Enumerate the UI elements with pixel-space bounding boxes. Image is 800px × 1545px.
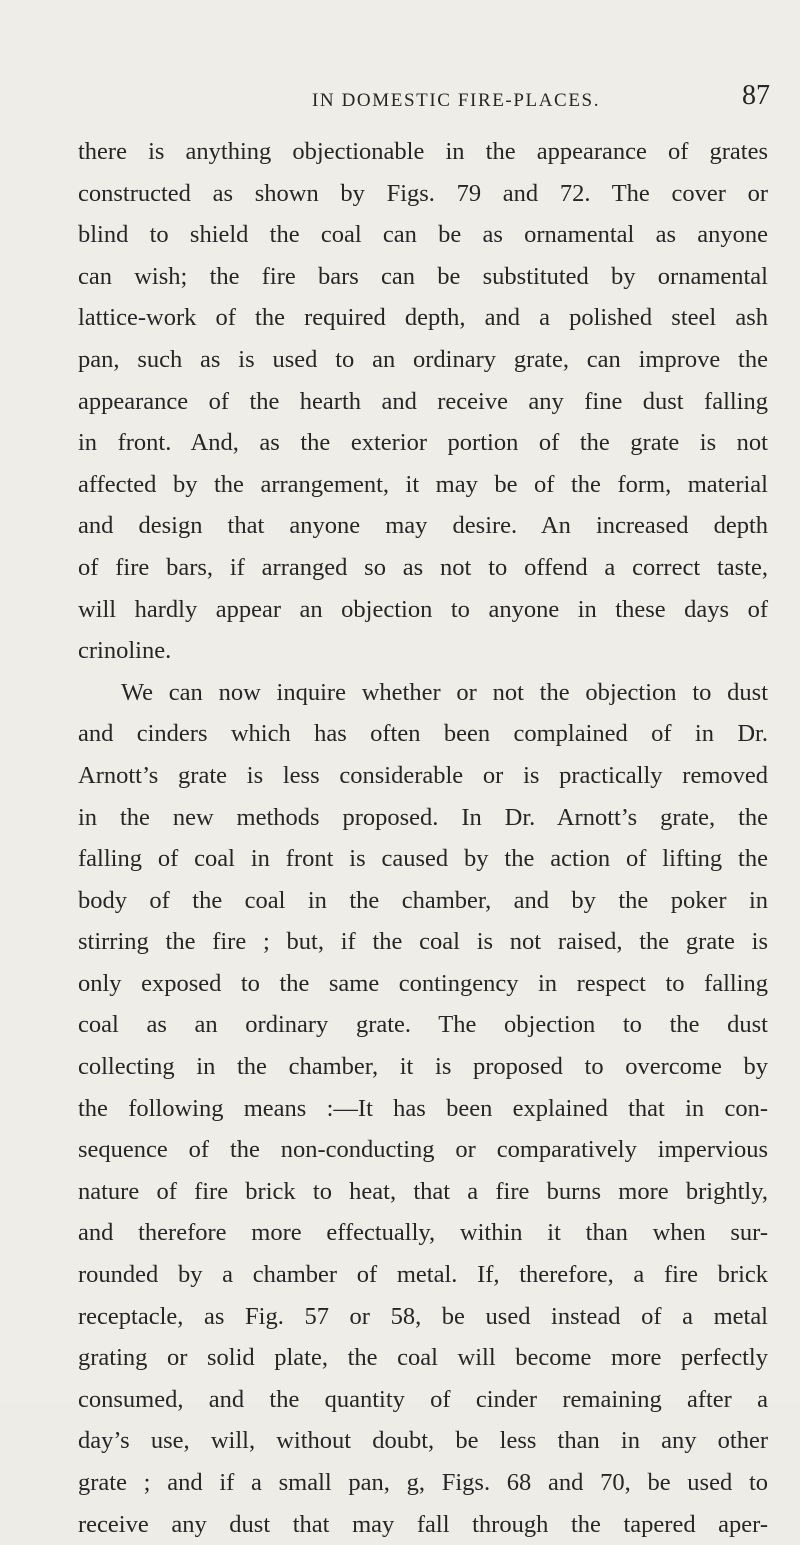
running-title: IN DOMESTIC FIRE-PLACES.	[312, 90, 601, 111]
text-line: of fire bars, if arranged so as not to offend a correct taste,	[78, 553, 768, 581]
text-line: falling of coal in front is caused by the action of lifting the	[78, 845, 768, 873]
text-line: nature of fire brick to heat, that a fire burns more brightly,	[78, 1177, 768, 1205]
text-line: receive any dust that may fall through the tapered aper-	[78, 1510, 768, 1538]
text-line: affected by the arrangement, it may be of the form, material	[78, 470, 768, 498]
page-number: 87	[742, 80, 770, 111]
text-line: and design that anyone may desire. An increased depth	[78, 512, 768, 540]
running-head	[0, 80, 800, 116]
text-line: sequence of the non-conducting or comparatively impervious	[78, 1136, 768, 1164]
text-line: can wish; the fire bars can be substituted by ornamental	[78, 262, 768, 290]
paragraph-end-line: crinoline.	[78, 637, 172, 665]
text-line: Arnott’s grate is less considerable or is practically removed	[78, 761, 768, 789]
text-line: and cinders which has often been complained of in Dr.	[78, 720, 768, 748]
text-line: body of the coal in the chamber, and by the poker in	[78, 886, 768, 914]
text-line: day’s use, will, without doubt, be less than in any other	[78, 1427, 768, 1455]
text-line: collecting in the chamber, it is proposed to overcome by	[78, 1053, 768, 1081]
text-line: there is anything objectionable in the appearance of grates	[78, 138, 768, 165]
text-line: constructed as shown by Figs. 79 and 72. The cover or	[78, 179, 768, 207]
text-line: pan, such as is used to an ordinary grate, can improve the	[78, 345, 768, 373]
text-line: rounded by a chamber of metal. If, therefore, a fire brick	[78, 1261, 768, 1289]
body-text	[78, 131, 768, 1545]
text-line: grating or solid plate, the coal will become more perfectly	[78, 1344, 768, 1372]
text-line: consumed, and the quantity of cinder remaining after a	[78, 1385, 768, 1413]
text-line: appearance of the hearth and receive any fine dust falling	[78, 387, 768, 415]
text-line: grate ; and if a small pan, g, Figs. 68 and 70, be used to	[78, 1469, 768, 1496]
text-line: only exposed to the same contingency in respect to falling	[78, 969, 768, 997]
text-line: coal as an ordinary grate. The objection to the dust	[78, 1011, 768, 1039]
text-line: the following means :—It has been explained that in con-	[78, 1094, 768, 1122]
text-line: will hardly appear an objection to anyone in these days of	[78, 595, 768, 623]
text-line: in the new methods proposed. In Dr. Arnott’s grate, the	[78, 803, 768, 831]
paragraph-start-line: We can now inquire whether or not the objection to dust	[121, 678, 768, 706]
text-line: and therefore more effectually, within it than when sur-	[78, 1219, 768, 1247]
text-line: blind to shield the coal can be as ornamental as anyone	[78, 221, 768, 249]
text-line: stirring the fire ; but, if the coal is not raised, the grate is	[78, 928, 768, 956]
text-line: in front. And, as the exterior portion of the grate is not	[78, 429, 768, 457]
text-line: receptacle, as Fig. 57 or 58, be used instead of a metal	[78, 1302, 768, 1330]
text-line: lattice-work of the required depth, and a polished steel ash	[78, 304, 768, 332]
